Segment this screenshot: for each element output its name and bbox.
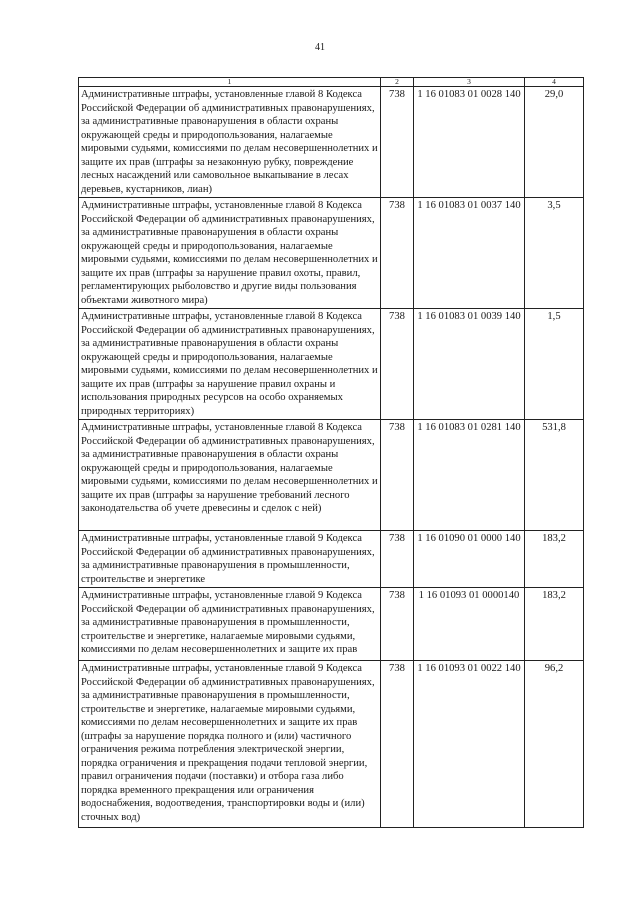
table-row [79, 420, 584, 531]
amount-cell: 183,2 [525, 588, 584, 661]
header-column-1: 1 [79, 78, 381, 87]
description-cell: Административные штрафы, установленные главой 8 Кодекса Российской Федерации об административных правонарушениях, за административные правонарушения в области охраны окружающей среды и природопользования, налагаемые мировыми судьями, комиссиями по делам несовершеннолетних и защите их прав (штрафы за незаконную рубку, повреждение лесных насаждений или самовольное выкапывание в лесах деревьев, кустарников, лиан) [79, 87, 381, 198]
admin-code-cell: 738 [381, 588, 414, 661]
admin-code-cell: 738 [381, 531, 414, 588]
table-row [79, 588, 584, 661]
page-number: 41 [315, 42, 325, 53]
budget-code-cell: 1 16 01083 01 0281 140 [414, 420, 525, 531]
table-row [79, 87, 584, 198]
header-column-2: 2 [381, 78, 414, 87]
admin-code-cell: 738 [381, 309, 414, 420]
budget-code-cell: 1 16 01083 01 0037 140 [414, 198, 525, 309]
description-cell: Административные штрафы, установленные главой 8 Кодекса Российской Федерации об административных правонарушениях, за административные правонарушения в области охраны окружающей среды и природопользования, налагаемые мировыми судьями, комиссиями по делам несовершеннолетних и защите их прав (штрафы за нарушение правил охоты, правил, регламентирующих рыболовство и другие виды пользования объектами животного мира) [79, 198, 381, 309]
amount-cell: 3,5 [525, 198, 584, 309]
amount-cell: 183,2 [525, 531, 584, 588]
budget-code-cell: 1 16 01093 01 0022 140 [414, 661, 525, 828]
table-body [79, 87, 584, 828]
table-row [79, 309, 584, 420]
admin-code-cell: 738 [381, 420, 414, 531]
description-cell: Административные штрафы, установленные главой 9 Кодекса Российской Федерации об административных правонарушениях, за административные правонарушения в промышленности, строительстве и энергетике [79, 531, 381, 588]
admin-code-cell: 738 [381, 87, 414, 198]
budget-code-cell: 1 16 01083 01 0039 140 [414, 309, 525, 420]
description-cell: Административные штрафы, установленные главой 9 Кодекса Российской Федерации об административных правонарушениях, за административные правонарушения в промышленности, строительстве и энергетике, налагаемые мировыми судьями, комиссиями по делам несовершеннолетних и защите их прав (штрафы за нарушение порядка полного и (или) частичного ограничения режима потребления электрической энергии, порядка ограничения и прекращения подачи тепловой энергии, правил ограничения подачи (поставки) и отбора газа либо порядка временного прекращения или ограничения водоснабжения, водоотведения, транспортировки воды и (или) сточных вод) [79, 661, 381, 828]
description-cell: Административные штрафы, установленные главой 9 Кодекса Российской Федерации об административных правонарушениях, за административные правонарушения в промышленности, строительстве и энергетике, налагаемые мировыми судьями, комиссиями по делам несовершеннолетних и защите их прав [79, 588, 381, 661]
table-row [79, 531, 584, 588]
header-column-3: 3 [414, 78, 525, 87]
table-row [79, 198, 584, 309]
amount-cell: 96,2 [525, 661, 584, 828]
amount-cell: 1,5 [525, 309, 584, 420]
admin-code-cell: 738 [381, 661, 414, 828]
budget-code-cell: 1 16 01090 01 0000 140 [414, 531, 525, 588]
budget-code-cell: 1 16 01093 01 0000140 [414, 588, 525, 661]
table-row [79, 661, 584, 828]
budget-revenue-table [78, 77, 584, 828]
header-column-4: 4 [525, 78, 584, 87]
description-cell: Административные штрафы, установленные главой 8 Кодекса Российской Федерации об административных правонарушениях, за административные правонарушения в области охраны окружающей среды и природопользования, налагаемые мировыми судьями, комиссиями по делам несовершеннолетних и защите их прав (штрафы за нарушение требований лесного законодательства об учете древесины и сделок с ней) [79, 420, 381, 531]
description-cell: Административные штрафы, установленные главой 8 Кодекса Российской Федерации об административных правонарушениях, за административные правонарушения в области охраны окружающей среды и природопользования, налагаемые мировыми судьями, комиссиями по делам несовершеннолетних и защите их прав (штрафы за нарушение правил охраны и использования природных ресурсов на особо охраняемых природных территориях) [79, 309, 381, 420]
budget-code-cell: 1 16 01083 01 0028 140 [414, 87, 525, 198]
admin-code-cell: 738 [381, 198, 414, 309]
amount-cell: 531,8 [525, 420, 584, 531]
amount-cell: 29,0 [525, 87, 584, 198]
table-header-row [79, 78, 584, 87]
